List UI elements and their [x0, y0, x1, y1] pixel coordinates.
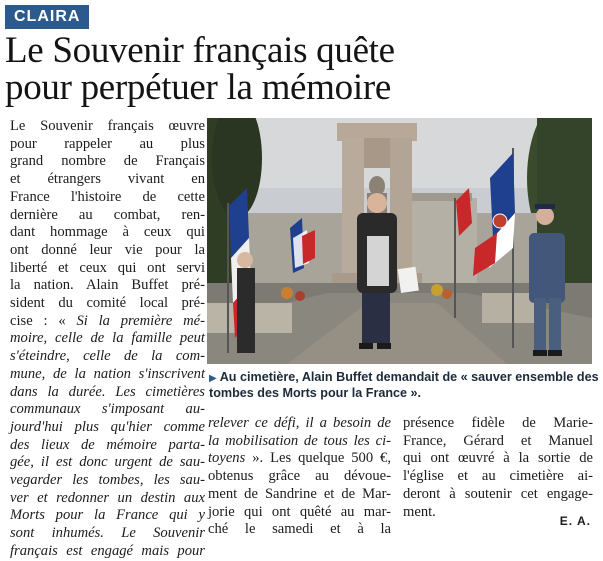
- text-line: grand nombre de Français: [10, 153, 205, 170]
- text-line: obtenus grâce au dévoue-: [208, 468, 391, 485]
- text-line: jorie qui ont quêté au mar-: [208, 503, 391, 520]
- text-line: dant hommage à ceux qui: [10, 224, 205, 241]
- text-line: Morts pour la France qui y: [10, 507, 205, 524]
- article-column-3: [403, 415, 593, 521]
- text-line: ont donné leur vie pour la: [10, 241, 205, 258]
- text-line: toyens ». Les quelque 500 €,: [208, 450, 391, 467]
- text-line: des lieux de mémoire parta-: [10, 436, 205, 453]
- headline-line-2: pour perpétuer la mémoire: [5, 67, 391, 108]
- section-tag: CLAIRA: [5, 5, 89, 29]
- text-line: l'église et au cimetière ai-: [403, 468, 593, 485]
- text-line: moire, celle de la famille peut: [10, 330, 205, 347]
- headline-line-1: Le Souvenir français quête: [5, 30, 395, 71]
- text-line: liberté et ceux qui ont servi: [10, 259, 205, 276]
- caption-line-2: tombes des Morts pour la France ».: [209, 386, 422, 400]
- article-column-1: [10, 118, 205, 561]
- text-line: la nation. Alain Buffet pré-: [10, 277, 205, 294]
- author-signature: E. A.: [559, 514, 591, 528]
- caption-line-1: ▶ Au cimetière, Alain Buffet demandait de « sauver ensemble des: [209, 370, 599, 384]
- text-line: deront à soutenir cet engage-: [403, 485, 593, 502]
- text-line: gée, il est donc urgent de sau-: [10, 454, 205, 471]
- text-line: qui ont œuvré à la sortie de: [403, 450, 593, 467]
- text-line: communaux s'imposant au-: [10, 401, 205, 418]
- text-line: ché le samedi et à la: [208, 521, 391, 538]
- text-line: Le Souvenir français œuvre: [10, 118, 205, 134]
- text-line: vegarder les tombes, les sau-: [10, 472, 205, 489]
- text-line: mune, de la nation s'inscrivent: [10, 365, 205, 382]
- text-line: présence fidèle de Marie-: [403, 415, 593, 431]
- caption-arrow-icon: ▶: [209, 373, 217, 384]
- text-line: France, Gérard et Manuel: [403, 432, 593, 449]
- headline: [5, 32, 601, 106]
- text-line: ment de Sandrine et de Mar-: [208, 485, 391, 502]
- text-line: cise : « Si la première mé-: [10, 312, 205, 329]
- text-line: sont inhumés. Le Souvenir: [10, 525, 205, 542]
- text-line: dernière au combat, ren-: [10, 206, 205, 223]
- photo-caption: [209, 370, 599, 401]
- text-line: jourd'hui plus qu'hier comme: [10, 418, 205, 435]
- text-line: dans la durée. Les cimetières: [10, 383, 205, 400]
- photo-cemetery-ceremony: [207, 118, 592, 364]
- text-line: France l'histoire de cette: [10, 188, 205, 205]
- text-line: français est engagé mais pour: [10, 542, 205, 559]
- text-line: pour rappeler au plus: [10, 135, 205, 152]
- text-line: relever ce défi, il a besoin de: [208, 415, 391, 431]
- text-line: la mobilisation de tous les ci-: [208, 432, 391, 449]
- text-line: ment.: [403, 503, 436, 520]
- text-line: ver et redonner un destin aux: [10, 489, 205, 506]
- text-line: et étrangers vivant en: [10, 171, 205, 188]
- article-column-2: [208, 415, 391, 539]
- text-line: s'éteindre, celle de la com-: [10, 348, 205, 365]
- text-line: sident du comité local pré-: [10, 295, 205, 312]
